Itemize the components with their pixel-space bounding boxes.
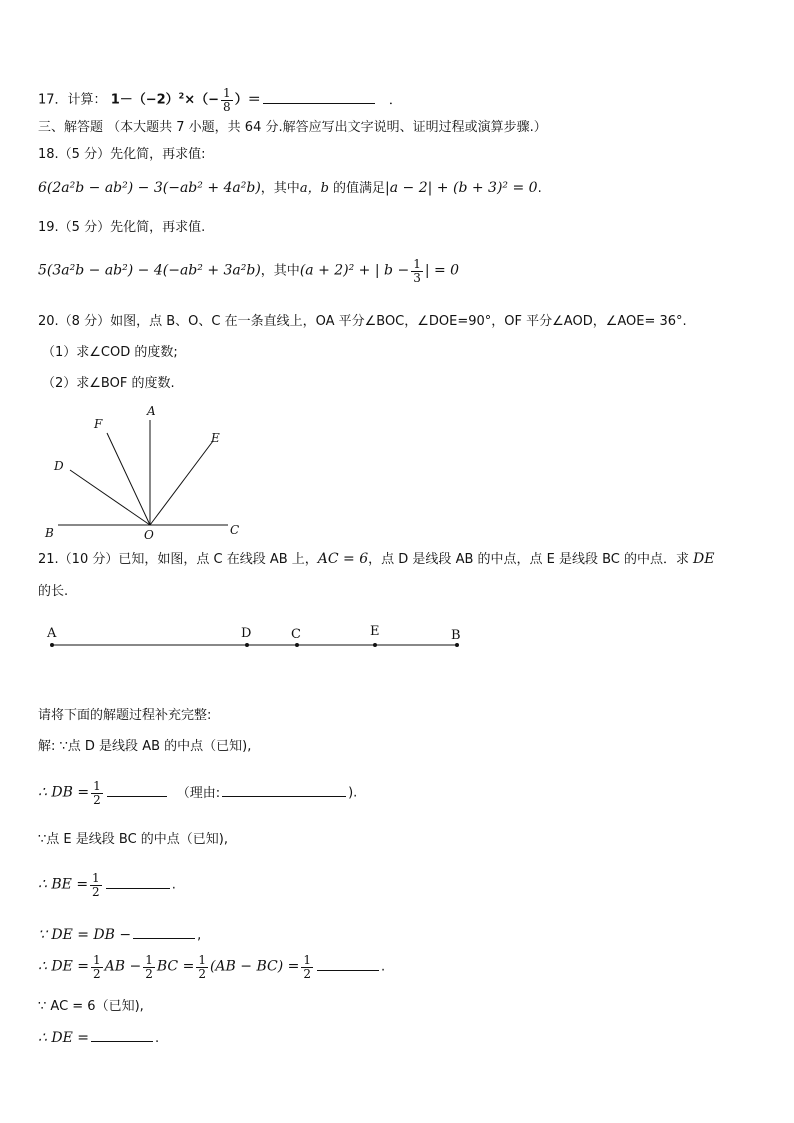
- q21-step-4: [38, 872, 176, 898]
- q21-step8-end: .: [154, 1031, 160, 1046]
- point-d: [245, 643, 249, 647]
- q19-condition-right: | = 0: [424, 262, 460, 279]
- label-e: E: [211, 431, 220, 445]
- q21-step4-end: .: [171, 877, 176, 893]
- q21-step2-blank[interactable]: [107, 795, 167, 797]
- q21-step6-c: (AB − BC) =: [209, 958, 300, 975]
- q21-step2-end: ).: [348, 785, 358, 801]
- q21-step2-reason-label: （理由:: [176, 785, 221, 801]
- label-o: O: [144, 528, 154, 540]
- q17-answer-blank[interactable]: [263, 102, 375, 104]
- question-20-title: 20.（8 分）如图，点 B、O、C 在一条直线上，OA 平分∠BOC，∠DOE=90°，OF 平分∠AOD，∠AOE= 36°.: [38, 314, 687, 329]
- q21-step6-end: .: [381, 959, 386, 975]
- label-point-d: D: [241, 626, 252, 641]
- q21-step8-blank[interactable]: [91, 1040, 153, 1042]
- q21-step8-lhs: ∴ DE =: [38, 1030, 89, 1046]
- question-20-part-2: （2）求∠BOF 的度数.: [42, 376, 175, 391]
- q21-step6-lhs: ∴ DE =: [38, 958, 89, 975]
- q21-step5-lhs: ∵ DE = DB −: [38, 927, 132, 943]
- q19-expression: 5(3a²b − ab²) − 4(−ab² + 3a²b): [38, 262, 261, 279]
- question-19-body: [38, 258, 459, 284]
- q21-prompt: 请将下面的解题过程补充完整:: [38, 708, 212, 723]
- point-c: [295, 643, 299, 647]
- q17-period: ．: [388, 92, 402, 108]
- label-c: C: [230, 523, 240, 537]
- q21-step-1: 解: ∵点 D 是线段 AB 的中点（已知),: [38, 739, 252, 754]
- q21-step4-lhs: ∴ BE =: [38, 876, 89, 893]
- ray-oe: [150, 441, 213, 525]
- label-f: F: [94, 417, 103, 431]
- section-3-heading: 三、解答题 （本大题共 7 小题，共 64 分.解答应写出文字说明、证明过程或演算步骤.）: [38, 120, 547, 135]
- q18-vars: a，b: [299, 181, 329, 196]
- q17-exponent: 2: [178, 91, 185, 101]
- angle-diagram: [40, 400, 300, 540]
- q19-condition-text: ，其中: [260, 263, 300, 279]
- q21-step6-b: BC =: [156, 958, 195, 975]
- label-point-a: A: [47, 626, 57, 641]
- q21-step2-reason-blank[interactable]: [222, 795, 346, 797]
- point-b: [455, 643, 459, 647]
- q21-step5-blank[interactable]: [133, 937, 195, 939]
- half-fraction: $\frac{1}{2}$: [93, 779, 101, 807]
- question-18-body: [38, 181, 542, 195]
- q18-condition-text: ，其中: [260, 181, 300, 196]
- q17-times: ×（−: [184, 92, 220, 108]
- q21-step-6: [38, 954, 385, 980]
- half-fraction: $\frac{1}{2}$: [303, 953, 311, 981]
- question-19-title: 19.（5 分）先化简，再求值.: [38, 220, 206, 235]
- q21-de: DE: [693, 551, 715, 567]
- question-21-title-line2: 的长.: [38, 584, 69, 599]
- q21-step-2: [38, 780, 357, 806]
- question-17: [38, 87, 402, 113]
- segment-diagram: [40, 620, 480, 660]
- label-point-e: E: [370, 624, 380, 639]
- label-a: A: [147, 404, 156, 418]
- q18-expression: 6(2a²b − ab²) − 3(−ab² + 4a²b): [38, 180, 261, 196]
- q18-condition: |a − 2| + (b + 3)² = 0: [385, 180, 538, 196]
- q21-ac-equals: AC = 6: [317, 551, 369, 567]
- q17-expr-start: 1－（−2）: [110, 92, 179, 108]
- q21-step4-blank[interactable]: [106, 887, 170, 889]
- q21-step-7: ∵ AC = 6（已知),: [38, 999, 144, 1014]
- ray-of: [107, 433, 150, 525]
- label-point-c: C: [291, 627, 301, 642]
- q21-step-5: [38, 928, 201, 942]
- q21-title-a: 21.（10 分）已知，如图，点 C 在线段 AB 上，: [38, 552, 318, 567]
- q21-step6-blank[interactable]: [317, 969, 379, 971]
- q17-label: 17．计算：: [38, 92, 107, 108]
- q19-fraction: $\frac{1}{3}$: [413, 257, 421, 285]
- label-b: B: [45, 526, 54, 540]
- half-fraction: $\frac{1}{2}$: [145, 953, 153, 981]
- q19-condition-left: (a + 2)² + | b −: [299, 262, 410, 279]
- q21-step-8: [38, 1031, 159, 1045]
- ray-od: [70, 470, 150, 525]
- half-fraction: $\frac{1}{2}$: [92, 871, 100, 899]
- q21-title-b: ，点 D 是线段 AB 的中点，点 E 是线段 BC 的中点．求: [368, 552, 690, 567]
- label-point-b: B: [451, 628, 461, 643]
- question-21-title: [38, 552, 714, 566]
- q21-step2-lhs: ∴ DB =: [38, 784, 90, 801]
- q18-end: .: [537, 181, 542, 196]
- label-d: D: [54, 459, 64, 473]
- point-e: [373, 643, 377, 647]
- question-20-part-1: （1）求∠COD 的度数;: [42, 345, 178, 360]
- half-fraction: $\frac{1}{2}$: [198, 953, 206, 981]
- q17-fraction: $\frac{1}{8}$: [223, 86, 231, 114]
- q17-expr-end: ）＝: [234, 92, 261, 108]
- q18-condition-text2: 的值满足: [328, 181, 386, 196]
- q21-step5-end: ,: [197, 928, 202, 943]
- half-fraction: $\frac{1}{2}$: [92, 953, 101, 981]
- question-18-title: 18.（5 分）先化简，再求值:: [38, 147, 206, 162]
- point-a: [50, 643, 54, 647]
- q21-step-3: ∵点 E 是线段 BC 的中点（已知),: [38, 832, 228, 847]
- q21-step6-a: AB −: [104, 958, 142, 975]
